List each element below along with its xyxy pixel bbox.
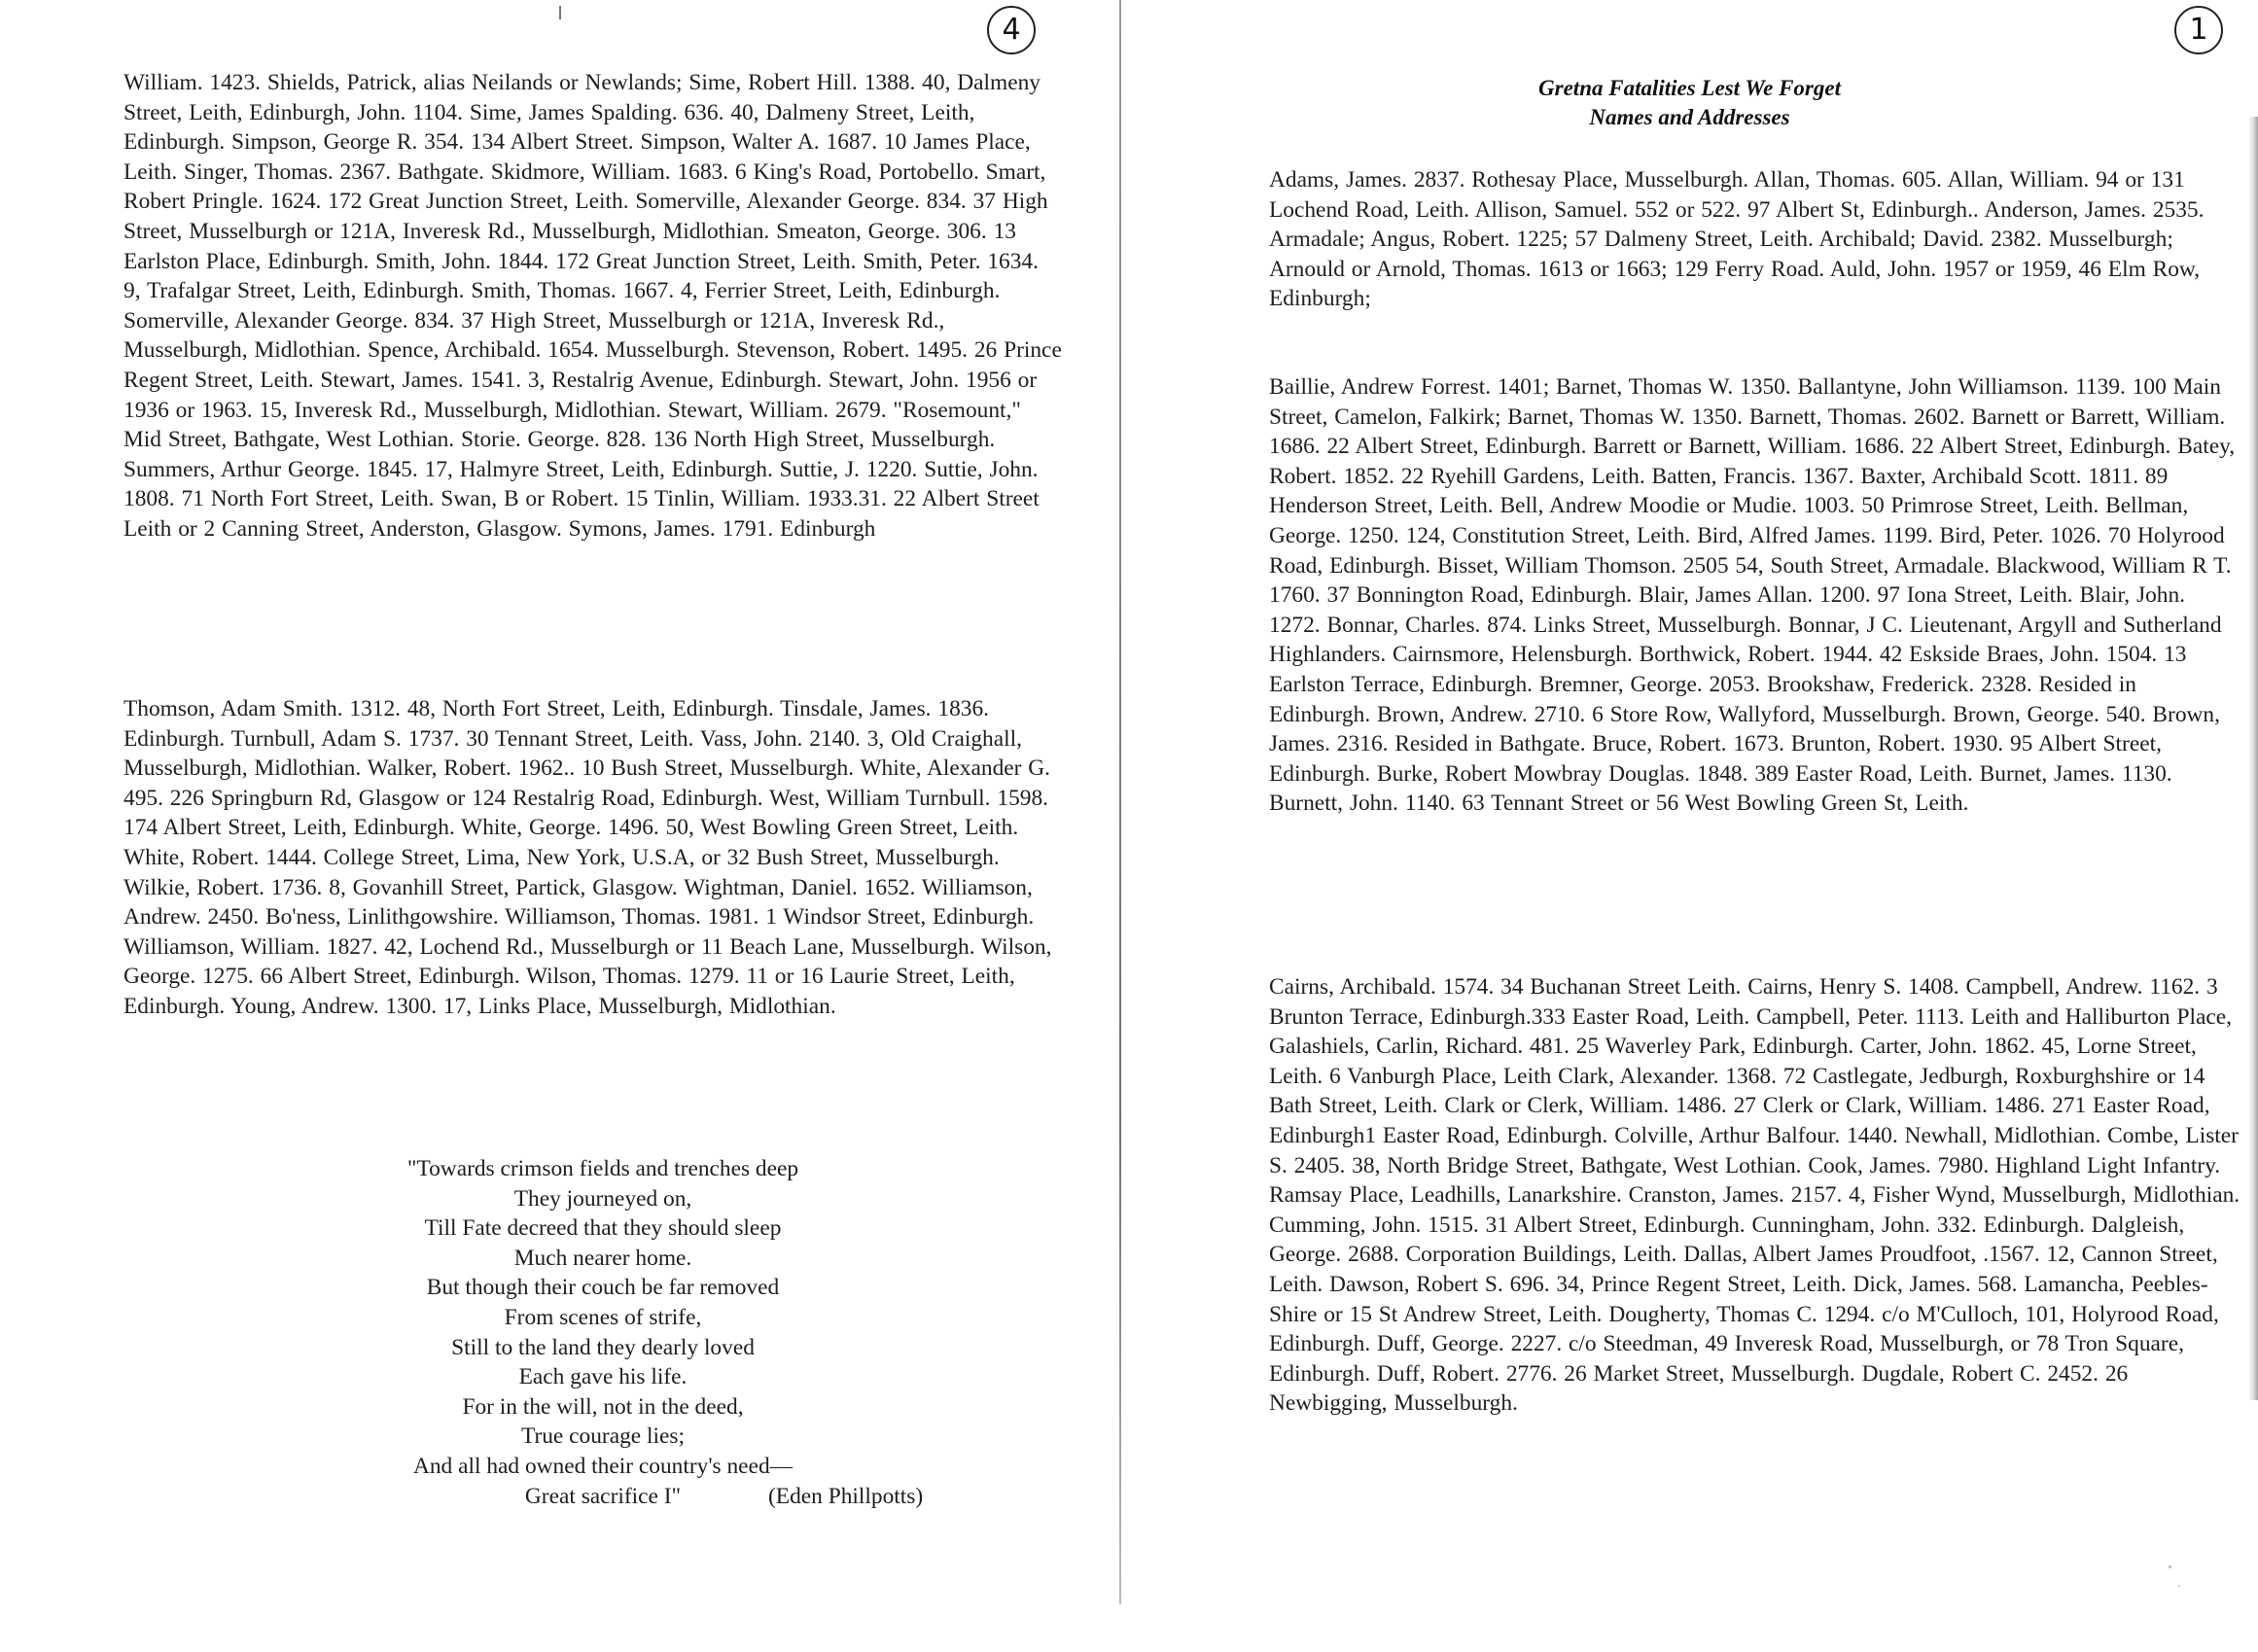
- page-title: [1123, 74, 2256, 132]
- poem-line: Till Fate decreed that they should sleep: [424, 1215, 782, 1242]
- subtitle-line: Names and Addresses: [1589, 105, 1790, 129]
- title-line: Gretna Fatalities Lest We Forget: [1538, 76, 1841, 100]
- names-paragraph: Adams, James. 2837. Rothesay Place, Musselburgh. Allan, Thomas. 605. Allan, William. 94 or 131 Lochend Road, Leith. Allison, Samuel. 552 or 522. 97 Albert St, Edinburgh.. Anderson, James. 2535. Armadale; Angus, Robert. 1225; 57 Dalmeny Street, Leith. Archibald; David. 2382. Musselburgh; Arnould or Arnold, Thomas. 1613 or 1663; 129 Ferry Road. Auld, John. 1957 or 1959, 46 Elm Row, Edinburgh;: [1269, 167, 2205, 312]
- left-page: [0, 0, 1118, 1652]
- poem-line: From scenes of strife,: [504, 1304, 702, 1330]
- poem-line: True courage lies;: [520, 1424, 686, 1450]
- poem-line: Much nearer home.: [513, 1245, 692, 1271]
- names-paragraph: Baillie, Andrew Forrest. 1401; Barnet, Thomas W. 1350. Ballantyne, John Williamson. 1139. 100 Main Street, Camelon, Falkirk; Barnet, Thomas W. 1350. Barnett, Thomas. 2602. Barnett or Barrett, William. 1686. 22 Albert Street, Edinburgh. Barrett or Barnett, William. 1686. 22 Albert Street, Edinburgh. Batey, Robert. 1852. 22 Ryehill Gardens, Leith. Batten, Francis. 1367. Baxter, Archibald Scott. 1811. 89 Henderson Street, Leith. Bell, Andrew Moodie or Mudie. 1003. 50 Primrose Street, Leith. Bellman, George. 1250. 124, Constitution Street, Leith. Bird, Alfred James. 1199. Bird, Peter. 1026. 70 Holyrood Road, Edinburgh. Bisset, William Thomson. 2505 54, South Street, Armadale. Blackwood, William R T. 1760. 37 Bonnington Road, Edinburgh. Blair, James Allan. 1200. 97 Iona Street, Leith. Blair, John. 1272. Bonnar, Charles. 874. Links Street, Musselburgh. Bonnar, J C. Lieutenant, Argyll and Sutherland Highlanders. Cairnsmore, Helensburgh. Borthwick, Robert. 1944. 42 Eskside Braes, John. 1504. 13 Earlston Terrace, Edinburgh. Bremner, George. 2053. Brookshaw, Frederick. 2328. Resided in Edinburgh. Brown, Andrew. 2710. 6 Store Row, Wallyford, Musselburgh. Brown, George. 540. Brown, James. 2316. Resided in Bathgate. Bruce, Robert. 1673. Brunton, Robert. 1930. 95 Albert Street, Edinburgh. Burke, Robert Mowbray Douglas. 1848. 389 Easter Road, Leith. Burnet, James. 1130. Burnett, John. 1140. 63 Tennant Street or 56 West Bowling Green St, Leith.: [1269, 374, 2236, 817]
- scan-speck: [2169, 1565, 2171, 1568]
- poem-line: "Towards crimson fields and trenches deep: [406, 1156, 799, 1181]
- poem-line: For in the will, not in the deed,: [462, 1393, 744, 1420]
- poem-line: But though their couch be far removed: [426, 1275, 780, 1301]
- memorial-poem: [321, 1154, 924, 1511]
- page-fold: [1119, 0, 1121, 1604]
- right-page: [1123, 0, 2258, 1652]
- poem-attribution: (Eden Phillpotts): [768, 1483, 924, 1509]
- poem-final-row: [321, 1482, 924, 1512]
- poem-line: And all had owned their country's need—: [412, 1453, 794, 1479]
- names-paragraph: Cairns, Archibald. 1574. 34 Buchanan Street Leith. Cairns, Henry S. 1408. Campbell, Andrew. 1162. 3 Brunton Terrace, Edinburgh.333 Easter Road, Leith. Campbell, Peter. 1113. Leith and Halliburton Place, Galashiels, Carlin, Richard. 481. 25 Waverley Park, Edinburgh. Carter, John. 1862. 45, Lorne Street, Leith. 6 Vanburgh Place, Leith Clark, Alexander. 1368. 72 Castlegate, Jedburgh, Roxburghshire or 14 Bath Street, Leith. Clark or Clerk, William. 1486. 27 Clerk or Clark, William. 1486. 271 Easter Road, Edinburgh1 Easter Road, Edinburgh. Colville, Arthur Balfour. 1440. Newhall, Midlothian. Combe, Lister S. 2405. 38, North Bridge Street, Bathgate, West Lothian. Cook, James. 7980. Highland Light Infantry. Ramsay Place, Leadhills, Lanarkshire. Cranston, James. 2157. 4, Fisher Wynd, Musselburgh, Midlothian. Cumming, John. 1515. 31 Albert Street, Edinburgh. Cunningham, John. 332. Edinburgh. Dalgleish, George. 2688. Corporation Buildings, Leith. Dallas, Albert James Proudfoot, .1567. 12, Cannon Street, Leith. Dawson, Robert S. 696. 34, Prince Regent Street, Leith. Dick, James. 568. Lamancha, Peebles-Shire or 15 St Andrew Street, Leith. Dougherty, Thomas C. 1294. c/o M'Culloch, 101, Holyrood Road, Edinburgh. Duff, George. 2227. c/o Steedman, 49 Inveresk Road, Musselburgh, or 78 Tron Square, Edinburgh. Duff, Robert. 2776. 26 Market Street, Musselburgh. Dugdale, Robert C. 2452. 26 Newbigging, Musselburgh.: [1269, 974, 2240, 1417]
- poem-line: Still to the land they dearly loved: [451, 1334, 755, 1360]
- poem-line: Great sacrifice I": [524, 1483, 682, 1509]
- scan-mark: [559, 6, 561, 19]
- poem-line: Each gave his life.: [518, 1364, 688, 1390]
- page-number-circle: 4: [987, 6, 1036, 54]
- poem-line: They journeyed on,: [513, 1185, 692, 1212]
- page-number-circle: 1: [2174, 6, 2223, 54]
- scan-speck: [2178, 1585, 2180, 1587]
- names-paragraph: William. 1423. Shields, Patrick, alias Neilands or Newlands; Sime, Robert Hill. 1388. 40, Dalmeny Street, Leith, Edinburgh, John. 1104. Sime, James Spalding. 636. 40, Dalmeny Street, Leith, Edinburgh. Simpson, George R. 354. 134 Albert Street. Simpson, Walter A. 1687. 10 James Place, Leith. Singer, Thomas. 2367. Bathgate. Skidmore, William. 1683. 6 King's Road, Portobello. Smart, Robert Pringle. 1624. 172 Great Junction Street, Leith. Somerville, Alexander George. 834. 37 High Street, Musselburgh or 121A, Inveresk Rd., Musselburgh, Midlothian. Smeaton, George. 306. 13 Earlston Place, Edinburgh. Smith, John. 1844. 172 Great Junction Street, Leith. Smith, Peter. 1634. 9, Trafalgar Street, Leith, Edinburgh. Smith, Thomas. 1667. 4, Ferrier Street, Leith, Edinburgh. Somerville, Alexander George. 834. 37 High Street, Musselburgh or 121A, Inveresk Rd., Musselburgh, Midlothian. Spence, Archibald. 1654. Musselburgh. Stevenson, Robert. 1495. 26 Prince Regent Street, Leith. Stewart, James. 1541. 3, Restalrig Avenue, Edinburgh. Stewart, John. 1956 or 1936 or 1963. 15, Inveresk Rd., Musselburgh, Midlothian. Stewart, William. 2679. "Rosemount," Mid Street, Bathgate, West Lothian. Storie. George. 828. 136 North High Street, Musselburgh. Summers, Arthur George. 1845. 17, Halmyre Street, Leith, Edinburgh. Suttie, J. 1220. Suttie, John. 1808. 71 North Fort Street, Leith. Swan, B or Robert. 15 Tinlin, William. 1933.31. 22 Albert Street Leith or 2 Canning Street, Anderston, Glasgow. Symons, James. 1791. Edinburgh: [123, 70, 1062, 542]
- names-paragraph: Thomson, Adam Smith. 1312. 48, North Fort Street, Leith, Edinburgh. Tinsdale, James. 1836. Edinburgh. Turnbull, Adam S. 1737. 30 Tennant Street, Leith. Vass, John. 2140. 3, Old Craighall, Musselburgh, Midlothian. Walker, Robert. 1962.. 10 Bush Street, Musselburgh. White, Alexander G. 495. 226 Springburn Rd, Glasgow or 124 Restalrig Road, Edinburgh. West, William Turnbull. 1598. 174 Albert Street, Leith, Edinburgh. White, George. 1496. 50, West Bowling Green Street, Leith. White, Robert. 1444. College Street, Lima, New York, U.S.A, or 32 Bush Street, Musselburgh. Wilkie, Robert. 1736. 8, Govanhill Street, Partick, Glasgow. Wightman, Daniel. 1652. Williamson, Andrew. 2450. Bo'ness, Linlithgowshire. Williamson, Thomas. 1981. 1 Windsor Street, Edinburgh. Williamson, William. 1827. 42, Lochend Rd., Musselburgh or 11 Beach Lane, Musselburgh. Wilson, George. 1275. 66 Albert Street, Edinburgh. Wilson, Thomas. 1279. 11 or 16 Laurie Street, Leith, Edinburgh. Young, Andrew. 1300. 17, Links Place, Musselburgh, Midlothian.: [123, 696, 1052, 1019]
